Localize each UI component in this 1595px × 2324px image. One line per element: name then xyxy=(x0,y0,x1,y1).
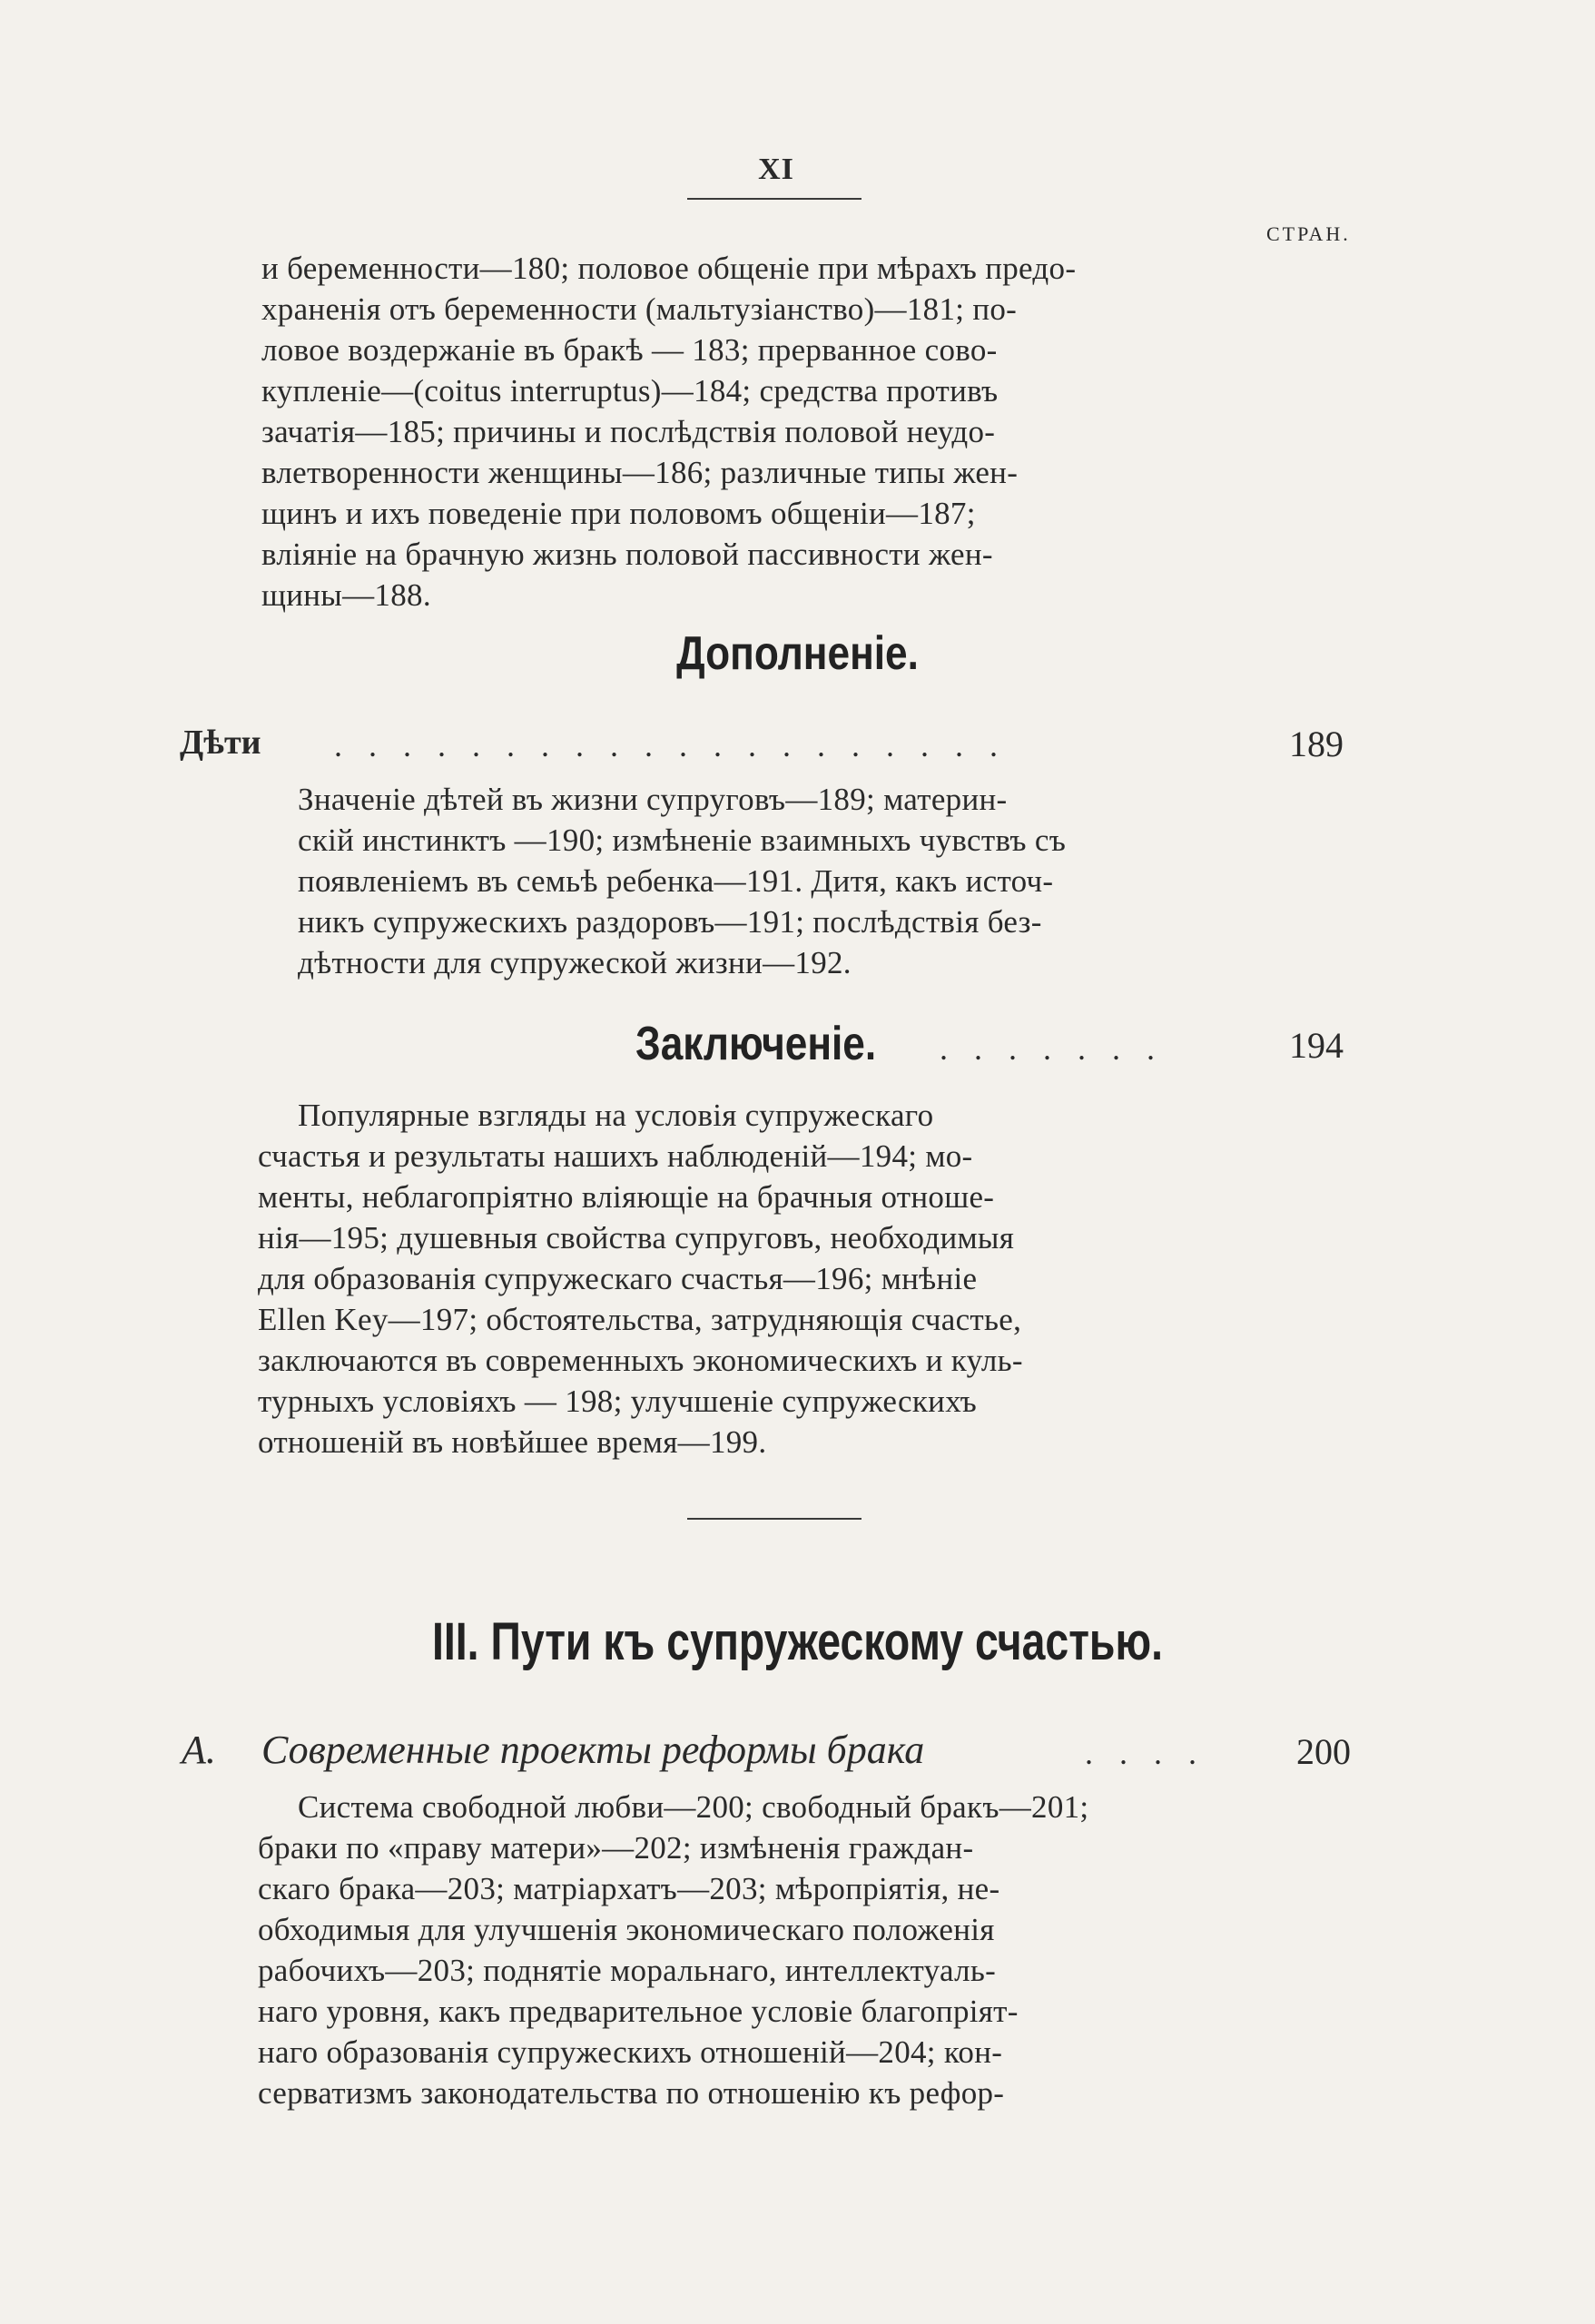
text-line: рабочихъ—203; поднятіе моральнаго, интеллектуаль- xyxy=(258,1953,997,1988)
children-paragraph xyxy=(298,779,1066,983)
text-line: Ellen Key—197; обстоятельства, затрудняющія счастье, xyxy=(258,1302,1022,1337)
conclusion-page-ref: 194 xyxy=(1289,1025,1344,1066)
header-rule xyxy=(687,198,861,200)
text-line: наго образованія супружескихъ отношеній—204; кон- xyxy=(258,2034,1003,2070)
children-page-ref: 189 xyxy=(1289,724,1344,764)
text-line: зачатія—185; причины и послѣдствія половой неудо- xyxy=(261,414,996,449)
text-line: появленіемъ въ семьѣ ребенка—191. Дитя, какъ источ- xyxy=(298,863,1054,899)
text-line: заключаются въ современныхъ экономическихъ и куль- xyxy=(258,1343,1023,1378)
text-line: щины—188. xyxy=(261,577,431,613)
text-line: храненія отъ беременности (мальтузіанство)—181; по- xyxy=(261,291,1018,327)
text-line: обходимыя для улучшенія экономическаго положенія xyxy=(258,1912,995,1947)
text-line: вліяніе на брачную жизнь половой пассивности жен- xyxy=(261,537,993,572)
leader-dots: . . . . . . . . . . . . . . . . . . . . xyxy=(334,727,1007,763)
text-line: и беременности—180; половое общеніе при мѣрахъ предо- xyxy=(261,251,1077,286)
text-line: нія—195; душевныя свойства супруговъ, необходимыя xyxy=(258,1220,1015,1256)
continuation-paragraph xyxy=(261,248,1076,615)
text-line: купленіе—(coitus interruptus)—184; средства противъ xyxy=(261,373,999,409)
text-line: Популярные взгляды на условія супружескаго xyxy=(298,1098,934,1133)
section-heading: III. Пути къ супружескому счастью. xyxy=(432,1612,1163,1671)
page-column-label: СТРАН. xyxy=(1266,222,1351,245)
entry-page-ref: 200 xyxy=(1296,1731,1351,1772)
section-divider xyxy=(687,1518,861,1520)
text-line: наго уровня, какъ предварительное условіе благопріят- xyxy=(258,1994,1019,2029)
entry-title: Современные проекты реформы брака xyxy=(261,1728,925,1772)
text-line: серватизмъ законодательства по отношенію къ рефор- xyxy=(258,2075,1005,2111)
text-line: ловое воздержаніе въ бракѣ — 183; прерванное сово- xyxy=(261,332,998,368)
text-line: щинъ и ихъ поведеніе при половомъ общеніи—187; xyxy=(261,496,976,531)
text-line: браки по «праву матери»—202; измѣненія граждан- xyxy=(258,1830,974,1866)
text-line: для образованія супружескаго счастья—196; мнѣніе xyxy=(258,1261,978,1296)
text-line: турныхъ условіяхъ — 198; улучшеніе супружескихъ xyxy=(258,1384,978,1419)
text-line: дѣтности для супружеской жизни—192. xyxy=(298,945,852,980)
text-line: Система свободной любви—200; свободный бракъ—201; xyxy=(298,1789,1089,1825)
text-line: скаго брака—203; матріархатъ—203; мѣропріятія, не- xyxy=(258,1871,1000,1906)
conclusion-paragraph xyxy=(258,1095,1023,1462)
supplement-heading: Дополненіе. xyxy=(676,627,919,680)
text-line: никъ супружескихъ раздоровъ—191; послѣдствія без- xyxy=(298,904,1042,940)
text-line: влетворенности женщины—186; различные типы жен- xyxy=(261,455,1019,490)
conclusion-heading: Заключеніе. xyxy=(635,1018,877,1070)
leader-dots: . . . . xyxy=(1085,1735,1206,1771)
page-number: XI xyxy=(758,153,794,186)
text-line: счастья и результаты нашихъ наблюденій—194; мо- xyxy=(258,1138,973,1174)
leader-dots: . . . . . . . xyxy=(940,1030,1164,1067)
entry-letter: А. xyxy=(182,1728,216,1772)
text-line: отношеній въ новѣйшее время—199. xyxy=(258,1424,767,1460)
text-line: менты, неблагопріятно вліяющіе на брачныя отноше- xyxy=(258,1179,995,1215)
text-line: скій инстинктъ —190; измѣненіе взаимныхъ чувствъ съ xyxy=(298,822,1067,858)
text-line: Значеніе дѣтей въ жизни супруговъ—189; материн- xyxy=(298,782,1008,817)
children-entry-title: Дѣти xyxy=(180,724,261,762)
entry-paragraph xyxy=(258,1787,1088,2113)
